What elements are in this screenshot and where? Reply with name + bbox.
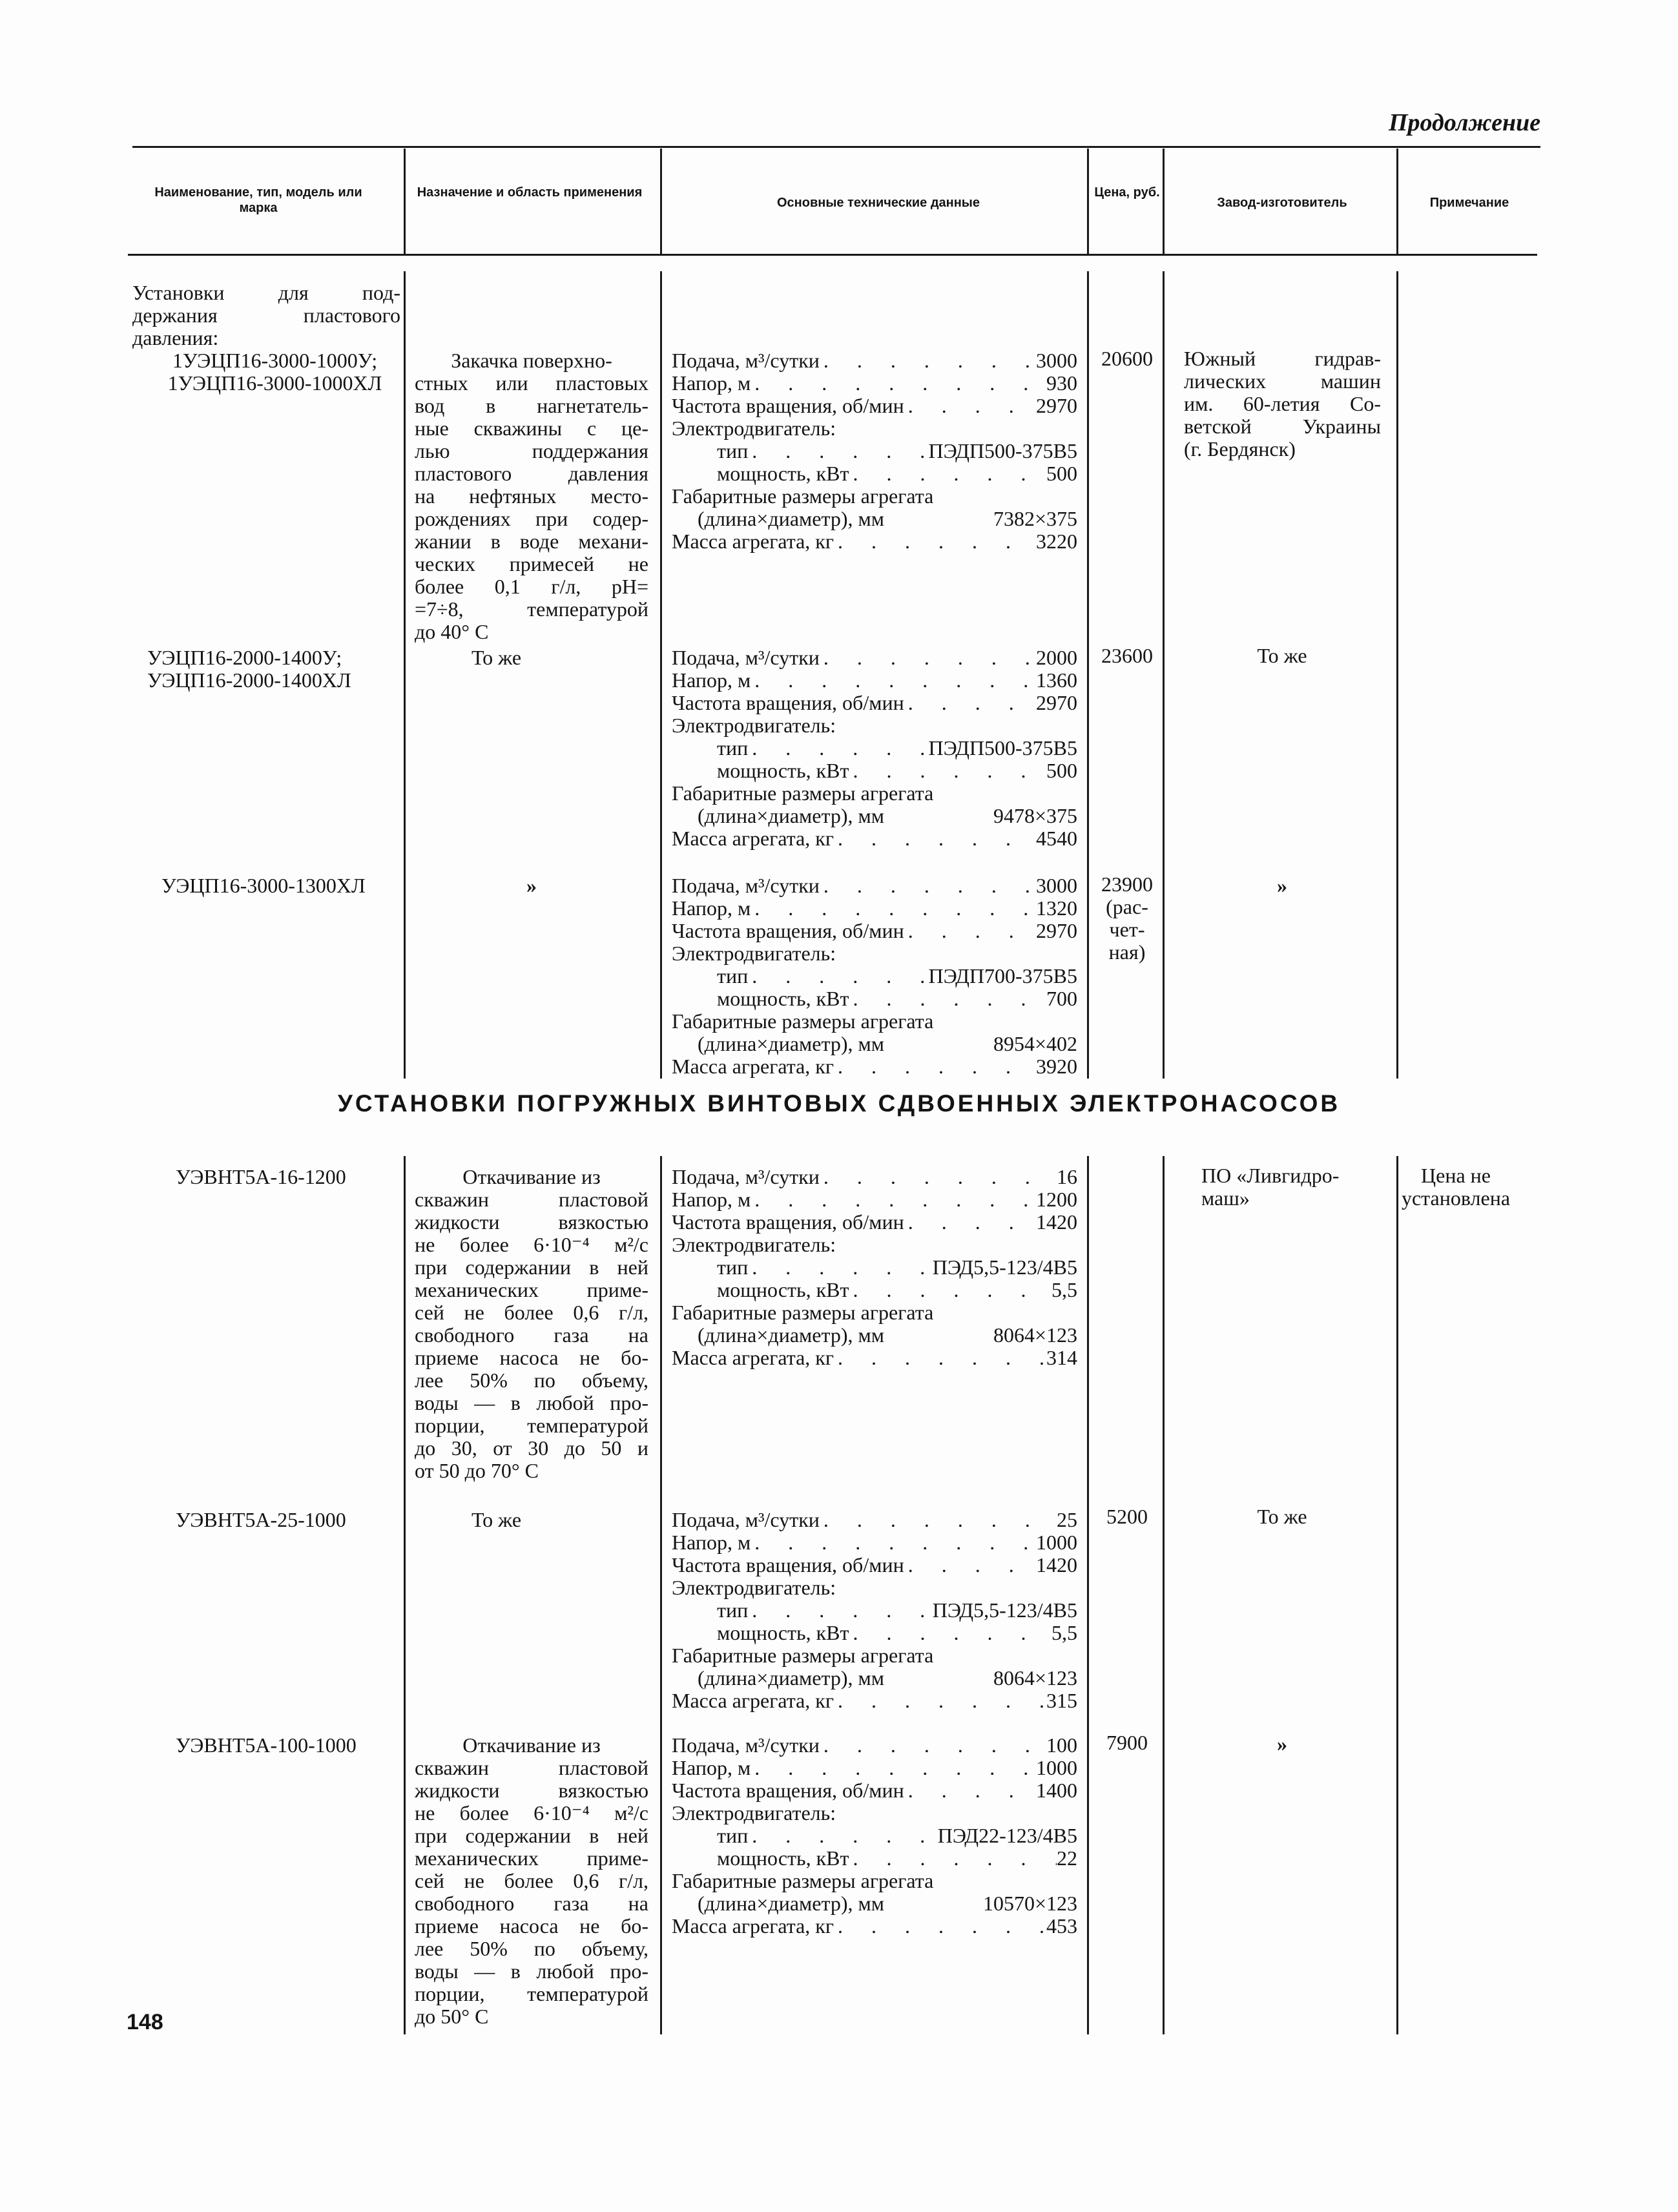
spec-block: Подача, м³/сутки . . . 25 Напор, м . . . 1000 Частота вращения, об/мин . . . 1420 Электродвигатель: тип . . . ПЭД5,5-123/4В5 мощность, кВт . . . 5,5 Габаритные размеры агрегата (длина×диаметр), мм 8064×123 Масса агрегата, кг . . . 315 [672,1509,1077,1712]
header-bottom-rule [128,254,1537,256]
price: 5200 [1106,1505,1148,1528]
price: 23900 (рас- чет- ная) [1101,873,1153,964]
header-purpose: Назначение и область применения [417,185,643,200]
manufacturer: То же [1257,644,1307,667]
price: 23600 [1101,644,1153,667]
header-col-line [404,149,406,254]
spec-block: Подача, м³/сутки . . . 3000 Напор, м . . . 1320 Частота вращения, об/мин . . . 2970 Электродвигатель: тип . . . ПЭДП700-375В5 мощность, кВт . . . 700 Габаритные размеры агрегата (длина×диаметр), мм 8954×402 Масса агрегата, кг . . . 3920 [672,874,1077,1078]
manufacturer: ПО «Ливгидро- маш» [1201,1164,1340,1210]
body-col-line [1087,1156,1089,2034]
purpose-text: То же [471,1508,522,1531]
body-col-line [1163,271,1165,1079]
top-rule [132,146,1540,148]
spec-block: Подача, м³/сутки . . . 16 Напор, м . . . 1200 Частота вращения, об/мин . . . 1420 Электродвигатель: тип . . . ПЭД5,5-123/4В5 мощность, кВт . . . 5,5 Габаритные размеры агрегата (длина×диаметр), мм 8064×123 Масса агрегата, кг . . . 314 [672,1166,1077,1369]
header-col-line [1087,149,1089,254]
body-col-line [1087,271,1089,1079]
section-title: УСТАНОВКИ ПОГРУЖНЫХ ВИНТОВЫХ СДВОЕННЫХ ЭЛЕКТРОНАСОСОВ [337,1090,1341,1117]
header-name: Наименование, тип, модель или марка [154,185,362,215]
model-name: УЭВНТ5А-16-1200 [176,1165,346,1188]
body-col-line [404,271,406,1079]
purpose-text: То же [471,646,522,669]
body-col-line [660,1156,662,2034]
purpose-text: » [526,874,537,897]
body-col-line [404,1156,406,2034]
continued-label: Продолжение [1389,109,1541,136]
page-number: 148 [127,2010,163,2034]
body-col-line [1396,1156,1398,2034]
purpose-text: Откачивание из скважин пластовой жидкости вязкостью не более 6·10⁻⁴ м²/с при содержании в ней механических приме- сей не более 0,6 г/л, свободного газа на приеме насоса не бо- лее 50% по объему, воды — в любой про- порции, температурой до 50° С [415,1733,648,2028]
model-name: 1УЭЦП16-3000-1000У; 1УЭЦП16-3000-1000ХЛ [167,349,382,395]
header-note: Примечание [1429,196,1509,210]
manufacturer: То же [1257,1505,1307,1528]
header-maker: Завод-изготовитель [1217,196,1347,210]
header-price: Цена, руб. [1094,185,1160,200]
header-col-line [1396,149,1398,254]
model-name: УЭВНТ5А-25-1000 [176,1508,346,1531]
purpose-text: Закачка поверхно- стных или пластовых вод в нагнетатель- ные скважины с це- лью поддержания пластового давления на нефтяных место- рождениях при содер- жании в воде механи- ческих примесей не более 0,1 г/л, pH= =7÷8, температурой до 40° С [415,349,648,643]
body-col-line [660,271,662,1079]
body-col-line [1163,1156,1165,2034]
price: 7900 [1106,1731,1148,1754]
header-specs: Основные технические данные [776,196,980,210]
manufacturer: Южный гидрав- лических машин им. 60-летия Со- ветской Украины (г. Бердянск) [1184,347,1381,460]
model-name: УЭЦП16-3000-1300ХЛ [161,874,366,897]
model-name: УЭЦП16-2000-1400У; УЭЦП16-2000-1400ХЛ [147,646,351,692]
header-col-line [660,149,662,254]
body-col-line [1396,271,1398,1079]
spec-block: Подача, м³/сутки . . . 2000 Напор, м . . . 1360 Частота вращения, об/мин . . . 2970 Электродвигатель: тип . . . ПЭДП500-375В5 мощность, кВт . . . 500 Габаритные размеры агрегата (длина×диаметр), мм 9478×375 Масса агрегата, кг . . . 4540 [672,646,1077,850]
manufacturer: » [1277,874,1287,897]
model-name: УЭВНТ5А-100-1000 [176,1733,357,1757]
header-col-line [1163,149,1165,254]
spec-block: Подача, м³/сутки . . . 3000 Напор, м . . . 930 Частота вращения, об/мин . . . 2970 Электродвигатель: тип . . . ПЭДП500-375В5 мощность, кВт . . . 500 Габаритные размеры агрегата (длина×диаметр), мм 7382×375 Масса агрегата, кг . . . 3220 [672,349,1077,553]
manufacturer: » [1277,1732,1287,1755]
price: 20600 [1101,347,1153,370]
group-title: Установки для под- держания пластового давления: [132,281,400,349]
spec-block: Подача, м³/сутки . . . 100 Напор, м . . . 1000 Частота вращения, об/мин . . . 1400 Электродвигатель: тип . . . ПЭД22-123/4В5 мощность, кВт . . . 22 Габаритные размеры агрегата (длина×диаметр), мм 10570×123 Масса агрегата, кг . . . 453 [672,1734,1077,1938]
note: Цена не установлена [1401,1164,1511,1210]
purpose-text: Откачивание из скважин пластовой жидкости вязкостью не более 6·10⁻⁴ м²/с при содержании в ней механических приме- сей не более 0,6 г/л, свободного газа на приеме насоса не бо- лее 50% по объему, воды — в любой про- порции, температурой до 30, от 30 до 50 и от 50 до 70° С [415,1165,648,1482]
